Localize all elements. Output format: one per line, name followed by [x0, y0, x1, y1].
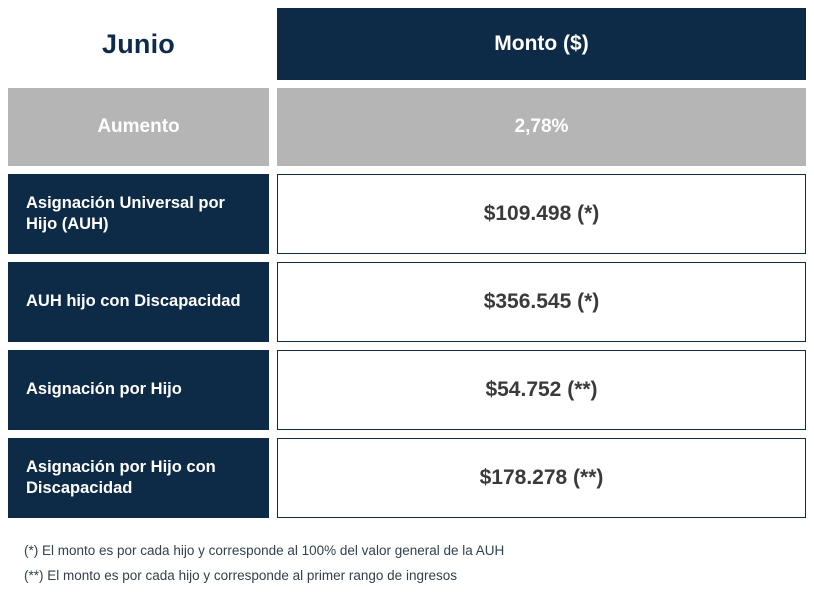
row-value-cell	[277, 350, 806, 430]
row-value: $109.498 (*)	[483, 202, 600, 225]
footnote-double-asterisk: (**) El monto es por cada hijo y corresponde al primer rango de ingresos	[24, 568, 457, 584]
table-row	[8, 174, 806, 254]
footnotes	[24, 539, 784, 589]
row-label-cell	[8, 438, 269, 518]
header-amount-cell	[277, 8, 806, 80]
row-label-cell	[8, 350, 269, 430]
footnote-single-asterisk: (*) El monto es por cada hijo y corresponde al 100% del valor general de la AUH	[24, 543, 505, 559]
table	[8, 8, 806, 526]
row-value: $356.545 (*)	[483, 290, 600, 313]
increase-label-cell	[8, 88, 269, 166]
increase-value: 2,78%	[514, 116, 569, 137]
row-label: AUH hijo con Discapacidad	[26, 292, 241, 311]
table-row	[8, 350, 806, 430]
row-value-cell	[277, 438, 806, 518]
page-title: Junio	[102, 28, 175, 59]
row-label: Asignación por Hijo	[26, 380, 182, 399]
row-value: $54.752 (**)	[485, 378, 598, 401]
column-header-amount: Monto ($)	[494, 32, 589, 55]
increase-value-cell	[277, 88, 806, 166]
increase-label: Aumento	[97, 116, 180, 137]
header-period-cell	[8, 8, 269, 80]
table-row-increase	[8, 88, 806, 166]
table-row	[8, 438, 806, 518]
row-label-cell	[8, 174, 269, 254]
row-label-cell	[8, 262, 269, 342]
row-value-cell	[277, 262, 806, 342]
row-value: $178.278 (**)	[479, 466, 604, 489]
row-value-cell	[277, 174, 806, 254]
table-row	[8, 262, 806, 342]
row-label: Asignación Universal por Hijo (AUH)	[26, 193, 225, 233]
table-header-row	[8, 8, 806, 80]
row-label: Asignación por Hijo con Discapacidad	[26, 457, 216, 497]
